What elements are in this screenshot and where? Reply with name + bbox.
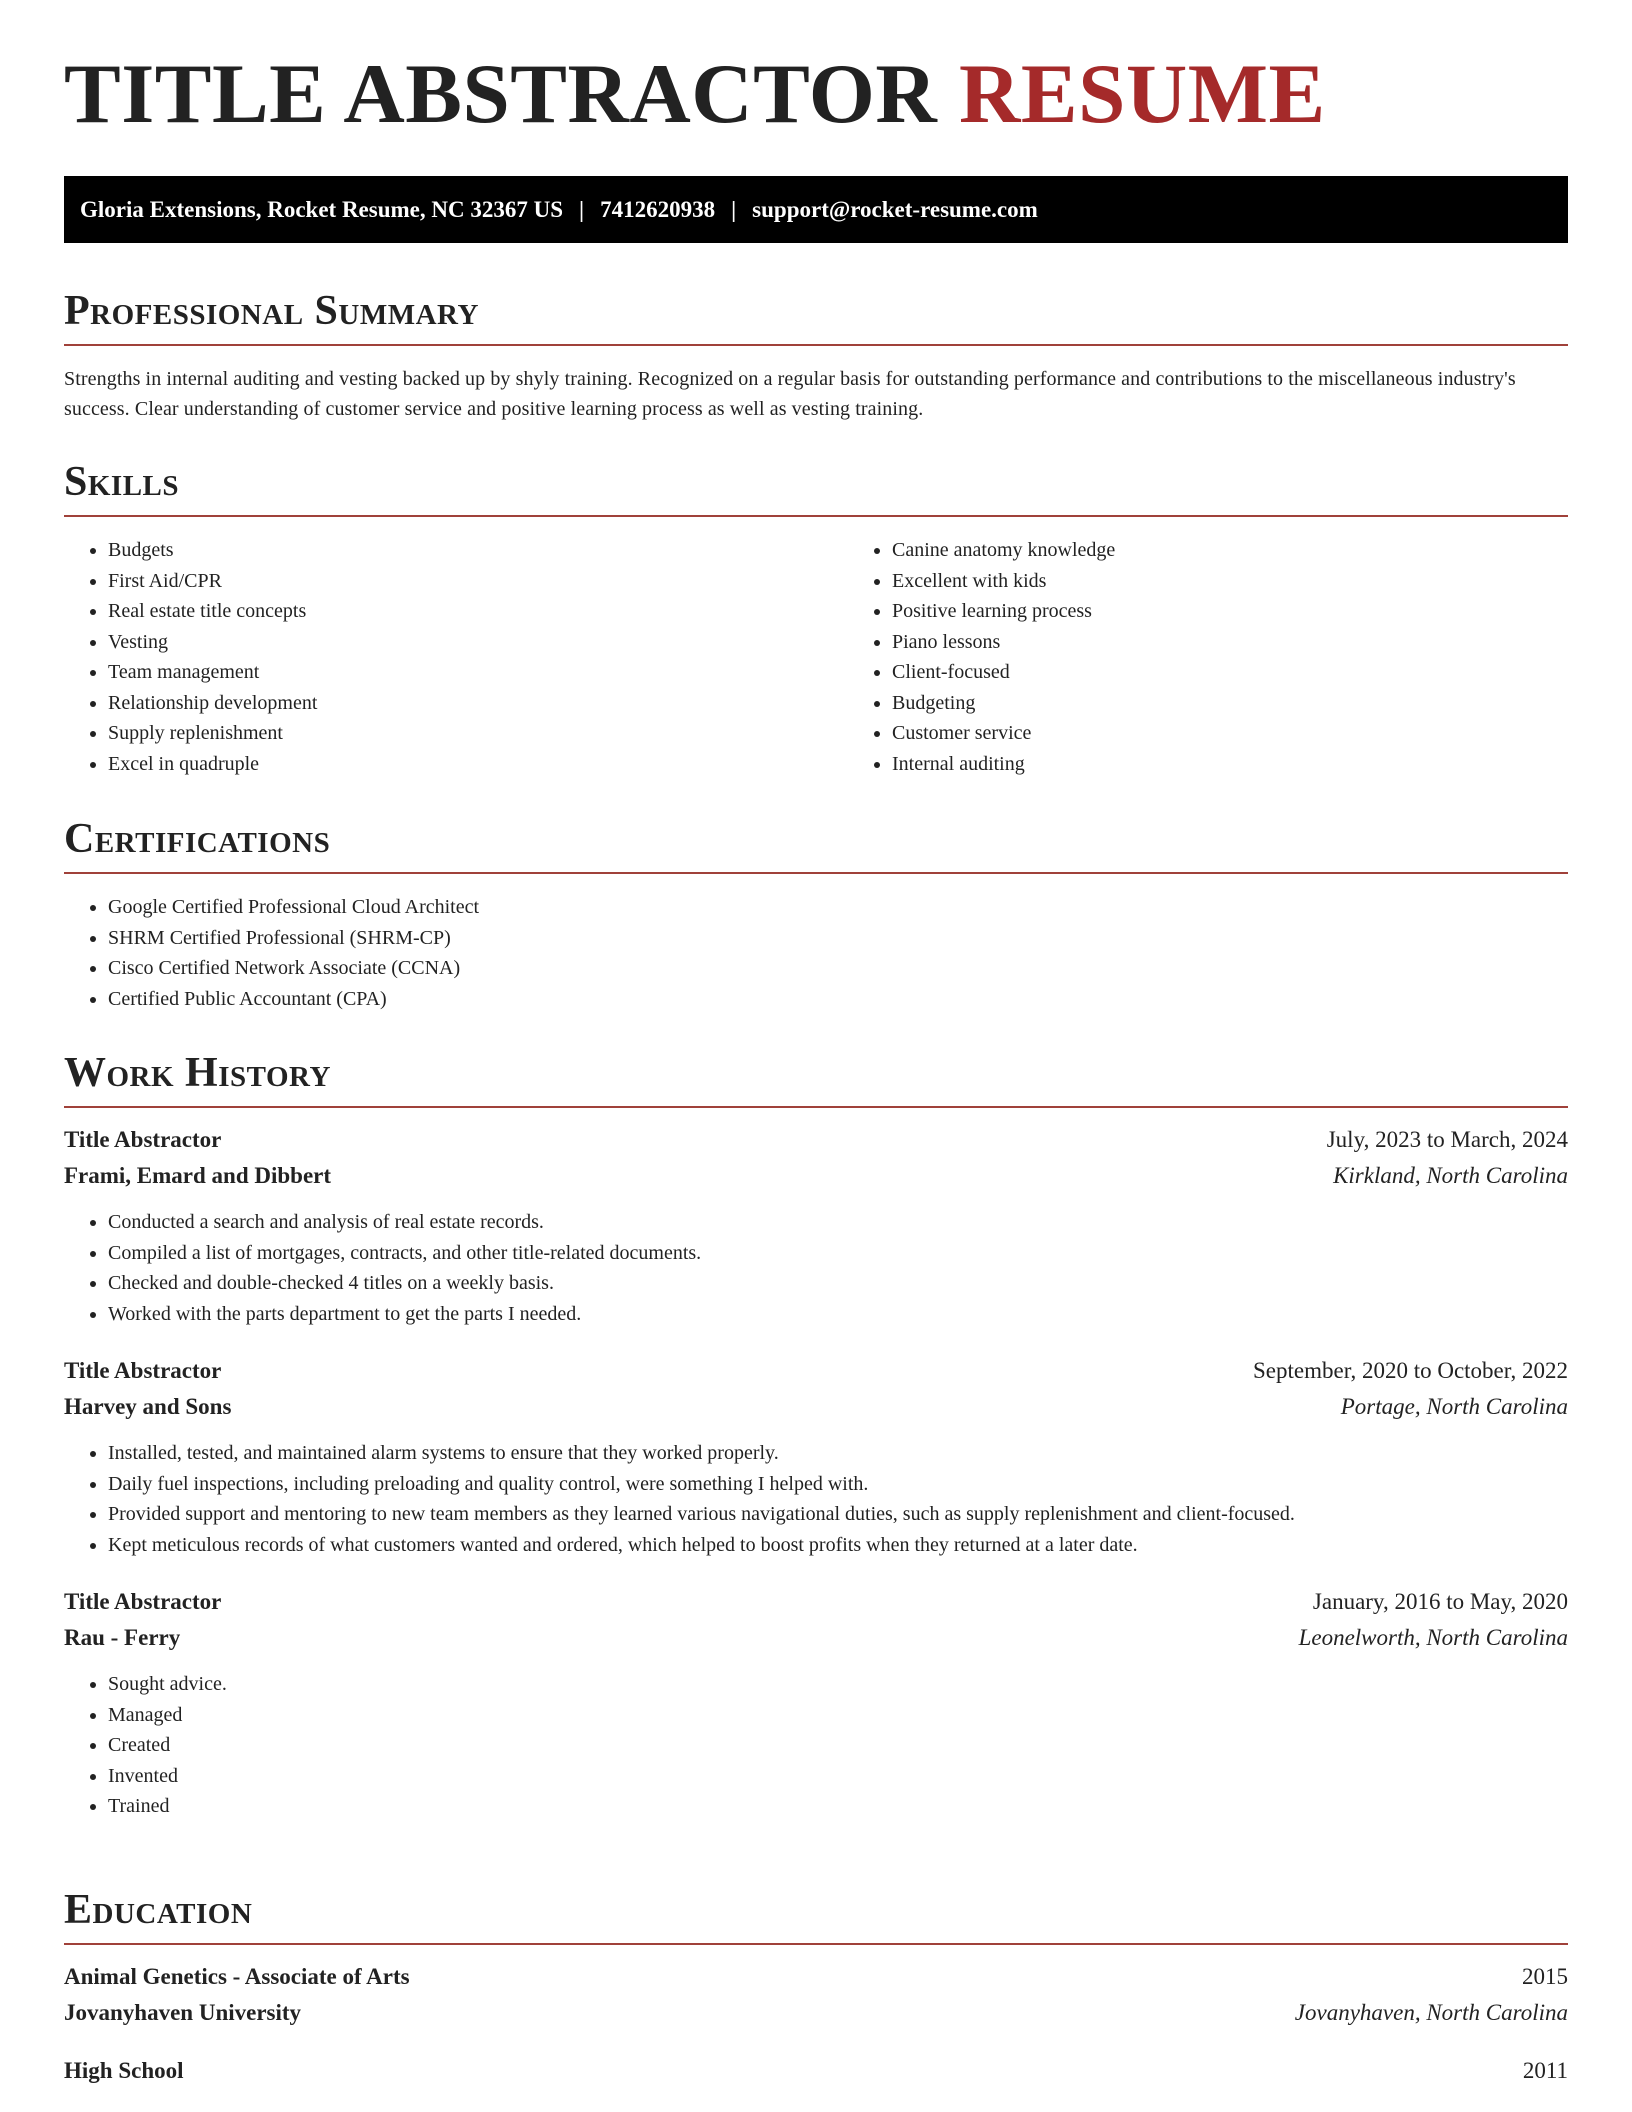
education-entry [64, 1959, 1568, 2031]
job-company: Frami, Emard and Dibbert [64, 1163, 332, 1188]
resume-title [64, 47, 1326, 141]
skill-item: • Canine anatomy knowledge [892, 535, 1568, 566]
job-title: Title Abstractor [64, 1358, 222, 1383]
job-location: Leonelworth, North Carolina [1298, 1625, 1568, 1650]
edu-year: 2011 [1522, 2058, 1568, 2083]
skill-item: • Team management [108, 657, 848, 688]
skill-item: • First Aid/CPR [108, 566, 848, 597]
summary-section [64, 290, 1568, 424]
summary-text: Strengths in internal auditing and vesting backed up by shyly training. Recognized on a regular basis for outstanding performance and contributions to the miscellaneous industry's success. Clear understanding of customer service and positive learning process as well as vesting training. [64, 368, 1516, 420]
skills-section [64, 461, 1568, 779]
job-location: Kirkland, North Carolina [1333, 1163, 1568, 1188]
job-entry [64, 1122, 1568, 1329]
edu-location: Jovanyhaven, North Carolina [1294, 2000, 1568, 2025]
job-company: Harvey and Sons [64, 1394, 232, 1419]
job-bullet: • Managed [108, 1700, 1568, 1731]
education-heading: Education [64, 1889, 1568, 1945]
job-dates: July, 2023 to March, 2024 [1326, 1127, 1568, 1152]
skill-item: • Internal auditing [892, 749, 1568, 780]
job-bullet: • Invented [108, 1761, 1568, 1792]
certifications-list [64, 892, 1568, 1014]
skill-item: • Supply replenishment [108, 718, 848, 749]
job-bullets [64, 1207, 1568, 1329]
job-bullet: • Sought advice. [108, 1669, 1568, 1700]
work-history-heading: Work History [64, 1052, 1568, 1108]
job-bullet: • Created [108, 1730, 1568, 1761]
skill-item: • Excellent with kids [892, 566, 1568, 597]
job-bullet: • Kept meticulous records of what customers wanted and ordered, which helped to boost profits when they returned at a later date. [108, 1530, 1568, 1561]
title-main: TITLE ABSTRACTOR [64, 47, 938, 141]
skills-list-left [64, 535, 848, 779]
job-company: Rau - Ferry [64, 1625, 181, 1650]
job-title: Title Abstractor [64, 1589, 222, 1614]
skill-item: • Vesting [108, 627, 848, 658]
skill-item: • Budgets [108, 535, 848, 566]
skill-item: • Customer service [892, 718, 1568, 749]
education-section [64, 1889, 1568, 2111]
certification-item: • SHRM Certified Professional (SHRM-CP) [108, 923, 1568, 954]
contact-phone: 7412620938 [600, 196, 716, 222]
certification-item: • Cisco Certified Network Associate (CCNA) [108, 953, 1568, 984]
edu-degree: High School [64, 2058, 184, 2083]
job-bullet: • Conducted a search and analysis of real estate records. [108, 1207, 1568, 1238]
edu-school: Jovanyhaven University [64, 2000, 302, 2025]
job-location: Portage, North Carolina [1340, 1394, 1568, 1419]
work-history-section [64, 1052, 1568, 1846]
certification-item: • Certified Public Accountant (CPA) [108, 984, 1568, 1015]
summary-heading: Professional Summary [64, 290, 1568, 346]
skill-item: • Real estate title concepts [108, 596, 848, 627]
skills-heading: Skills [64, 461, 1568, 517]
certification-item: • Google Certified Professional Cloud Architect [108, 892, 1568, 923]
education-entry [64, 2053, 1568, 2089]
contact-separator: | [579, 196, 585, 222]
skill-item: • Client-focused [892, 657, 1568, 688]
contact-address: Gloria Extensions, Rocket Resume, NC 32367 US [80, 196, 563, 222]
job-dates: January, 2016 to May, 2020 [1312, 1589, 1568, 1614]
edu-year: 2015 [1522, 1964, 1568, 1989]
job-bullet: • Checked and double-checked 4 titles on a weekly basis. [108, 1268, 1568, 1299]
contact-email: support@rocket-resume.com [752, 196, 1038, 222]
title-accent: RESUME [959, 47, 1326, 141]
job-entry [64, 1584, 1568, 1822]
job-bullets [64, 1669, 1568, 1822]
job-bullet: • Trained [108, 1791, 1568, 1822]
job-entry [64, 1353, 1568, 1560]
contact-separator: | [731, 196, 737, 222]
job-bullet: • Compiled a list of mortgages, contracts, and other title-related documents. [108, 1238, 1568, 1269]
job-bullet: • Daily fuel inspections, including preloading and quality control, were something I helped with. [108, 1469, 1568, 1500]
certifications-heading: Certifications [64, 818, 1568, 874]
job-bullet: • Worked with the parts department to get the parts I needed. [108, 1299, 1568, 1330]
skill-item: • Positive learning process [892, 596, 1568, 627]
certifications-section [64, 818, 1568, 1014]
job-dates: September, 2020 to October, 2022 [1253, 1358, 1568, 1383]
skill-item: • Relationship development [108, 688, 848, 719]
contact-bar [64, 176, 1568, 243]
skill-item: • Piano lessons [892, 627, 1568, 658]
skill-item: • Excel in quadruple [108, 749, 848, 780]
job-bullet: • Provided support and mentoring to new team members as they learned various navigational duties, such as supply replenishment and client-focused. [108, 1499, 1568, 1530]
job-bullets [64, 1438, 1568, 1560]
skills-list-right [848, 535, 1568, 779]
job-title: Title Abstractor [64, 1127, 222, 1152]
skill-item: • Budgeting [892, 688, 1568, 719]
edu-degree: Animal Genetics - Associate of Arts [64, 1964, 410, 1989]
job-bullet: • Installed, tested, and maintained alarm systems to ensure that they worked properly. [108, 1438, 1568, 1469]
